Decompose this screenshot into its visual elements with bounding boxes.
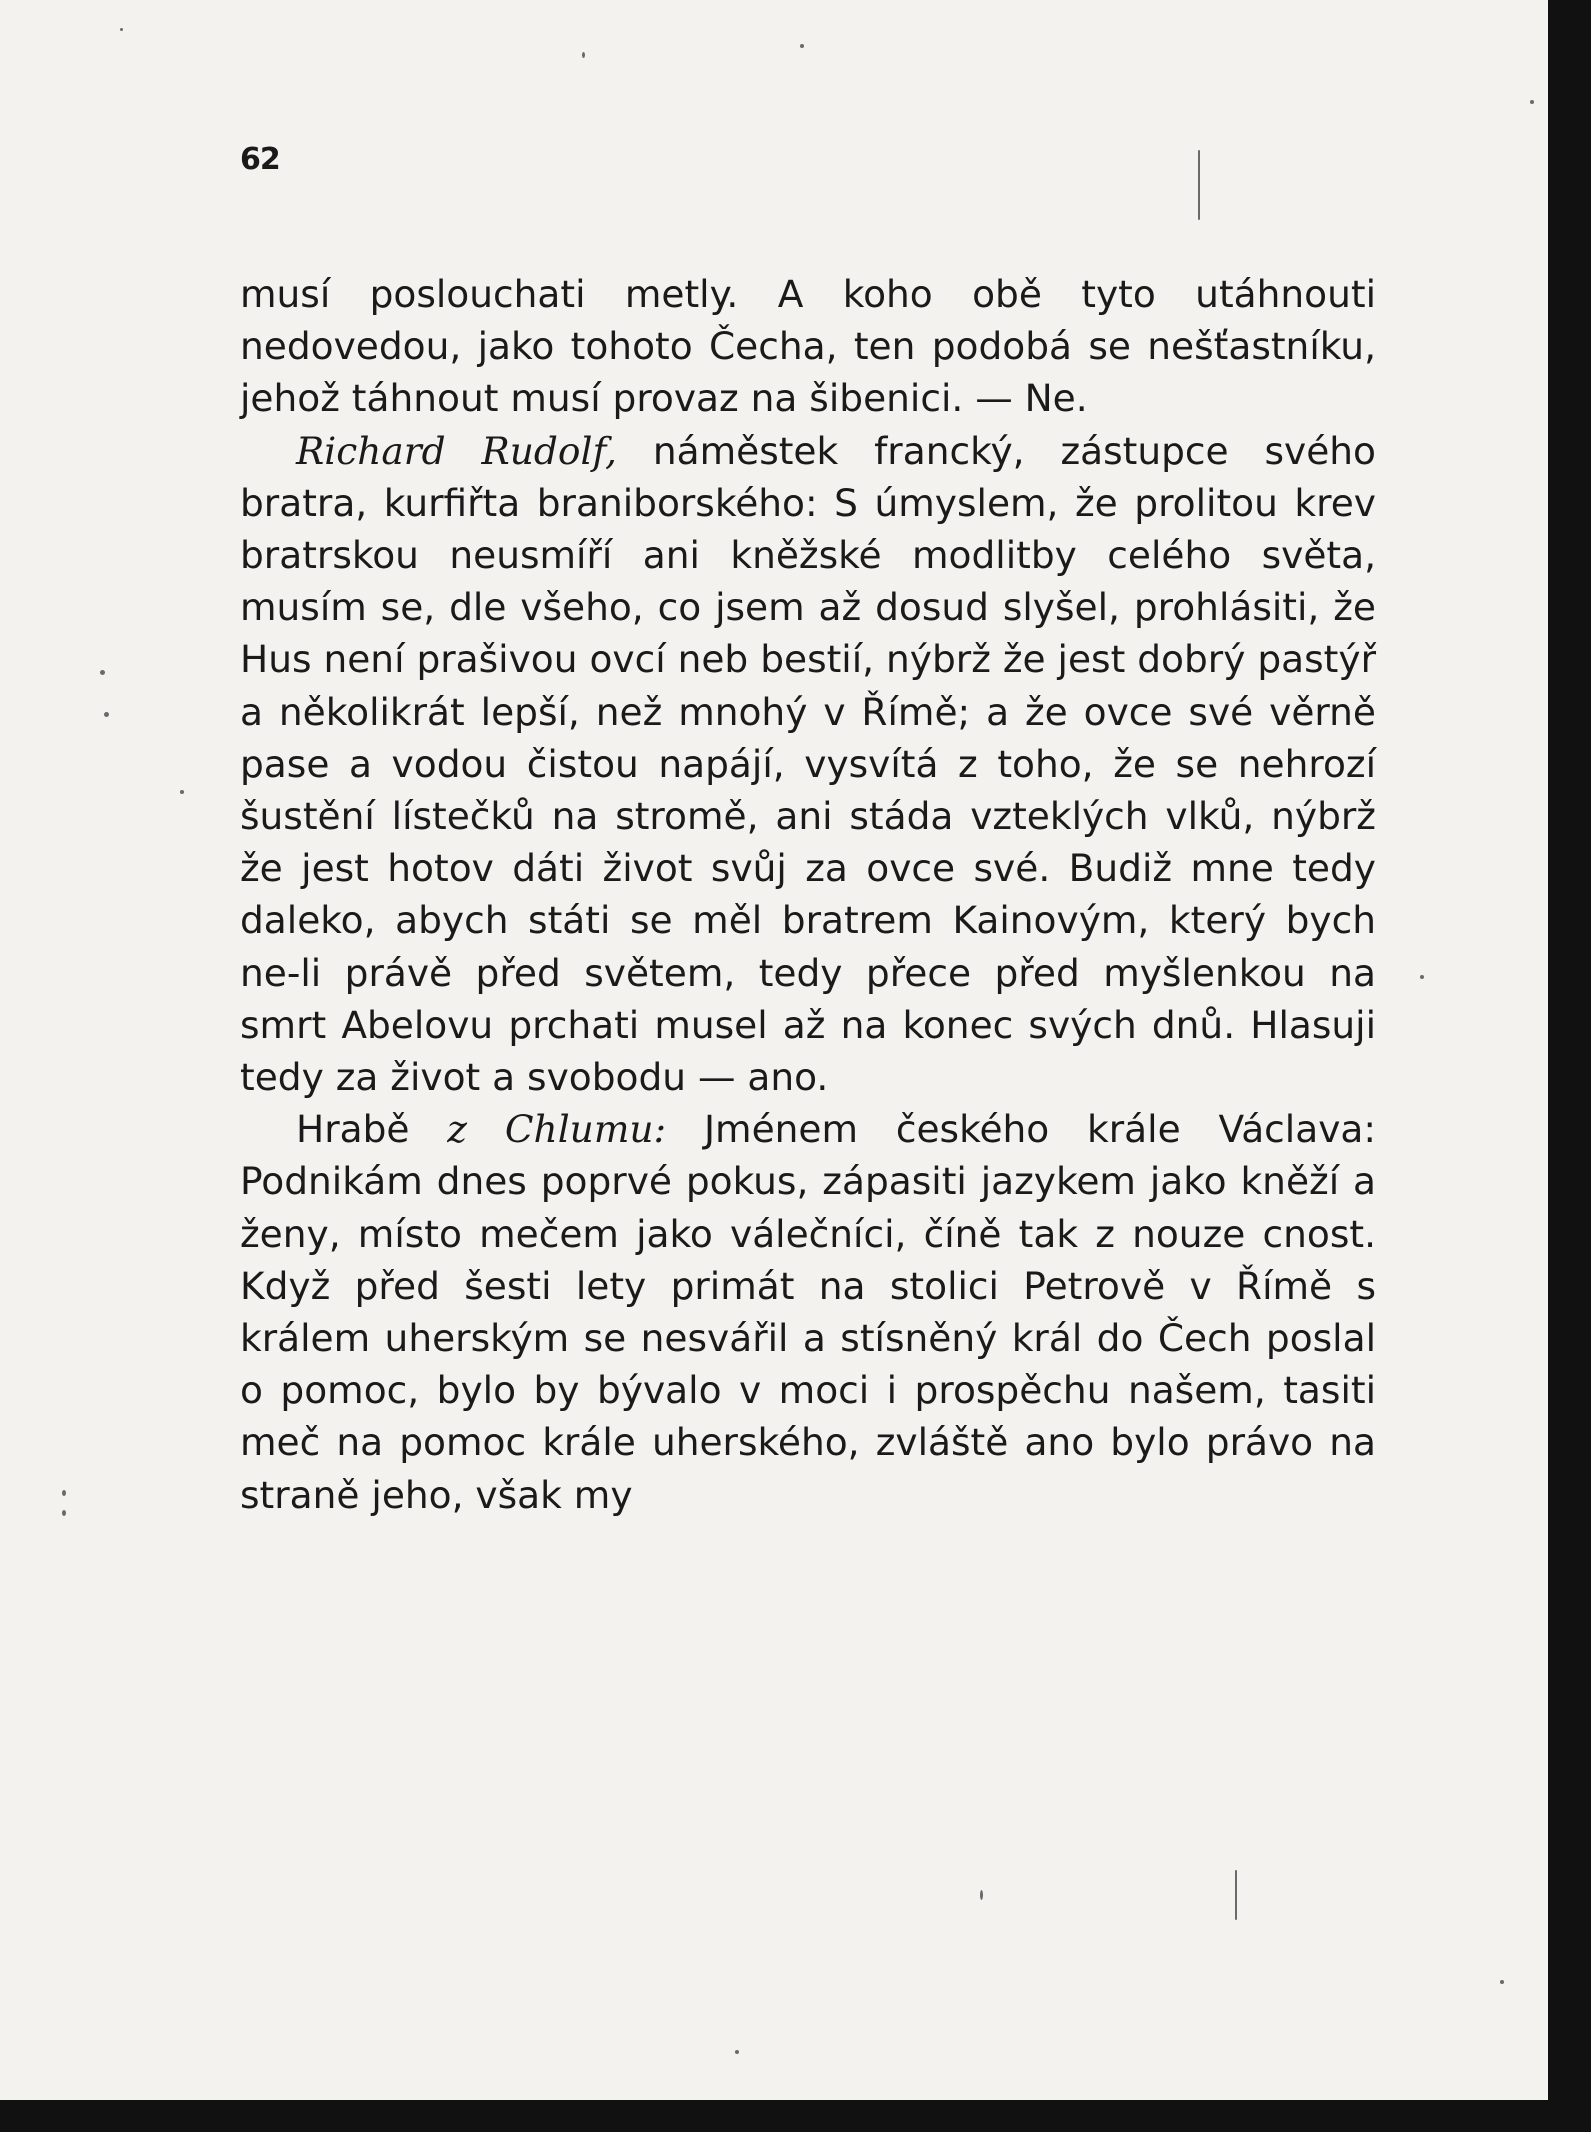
speaker-richard-rudolf: Richard Rudolf, [296, 428, 617, 473]
scan-border-bottom [0, 2100, 1591, 2132]
paragraph-3-text: Jménem českého krále Václava: Podnikám dnes poprvé pokus, zápasiti jazykem jako kněží a ženy, místo mečem jako válečníci, číně tak z nouze cnost. Když před šesti lety primát na stolici Petrově v Římě s králem uherským se nesvářil a stísněný král do Čech poslal o pomoc, bylo by bývalo v moci i prospěchu našem, tasiti meč na pomoc krále uherského, zvláště ano bylo právo na straně jeho, však my [240, 1107, 1376, 1517]
page-number: 62 [240, 142, 280, 177]
paragraph-1-text: musí poslouchati metly. A koho obě tyto utáhnouti nedovedou, jako tohoto Čecha, ten podobá se nešťastníku, jehož táhnout musí provaz na šibenici. — Ne. [240, 272, 1376, 421]
paragraph-2 [240, 425, 1376, 1104]
scan-border-right [1548, 0, 1591, 2132]
speaker-z-chlumu: z Chlumu: [447, 1107, 667, 1152]
paragraph-2-text: náměstek francký, zástupce svého bratra, kurfiřta braniborského: S úmyslem, že prolitou krev bratrskou neusmíří ani kněžské modlitby celého světa, musím se, dle všeho, co jsem až dosud slyšel, prohlásiti, že Hus není prašivou ovcí neb bestií, nýbrž že jest dobrý pastýř a několikrát lepší, než mnohý v Římě; a že ovce své věrně pase a vodou čistou napájí, vysvítá z toho, že se nehrozí šustění lístečků na stromě, ani stáda vzteklých vlků, nýbrž že jest hotov dáti život svůj za ovce své. Budiž mne tedy daleko, abych státi se měl bratrem Kainovým, který bych ne-li právě před světem, tedy přece před myšlenkou na smrt Abelovu prchati musel až na konec svých dnů. Hlasuji tedy za život a svobodu — ano. [240, 428, 1376, 1100]
body-text [240, 268, 1376, 1521]
paragraph-1 [240, 268, 1376, 425]
paragraph-3 [240, 1103, 1376, 1521]
speaker-prefix: Hrabě [296, 1107, 448, 1152]
